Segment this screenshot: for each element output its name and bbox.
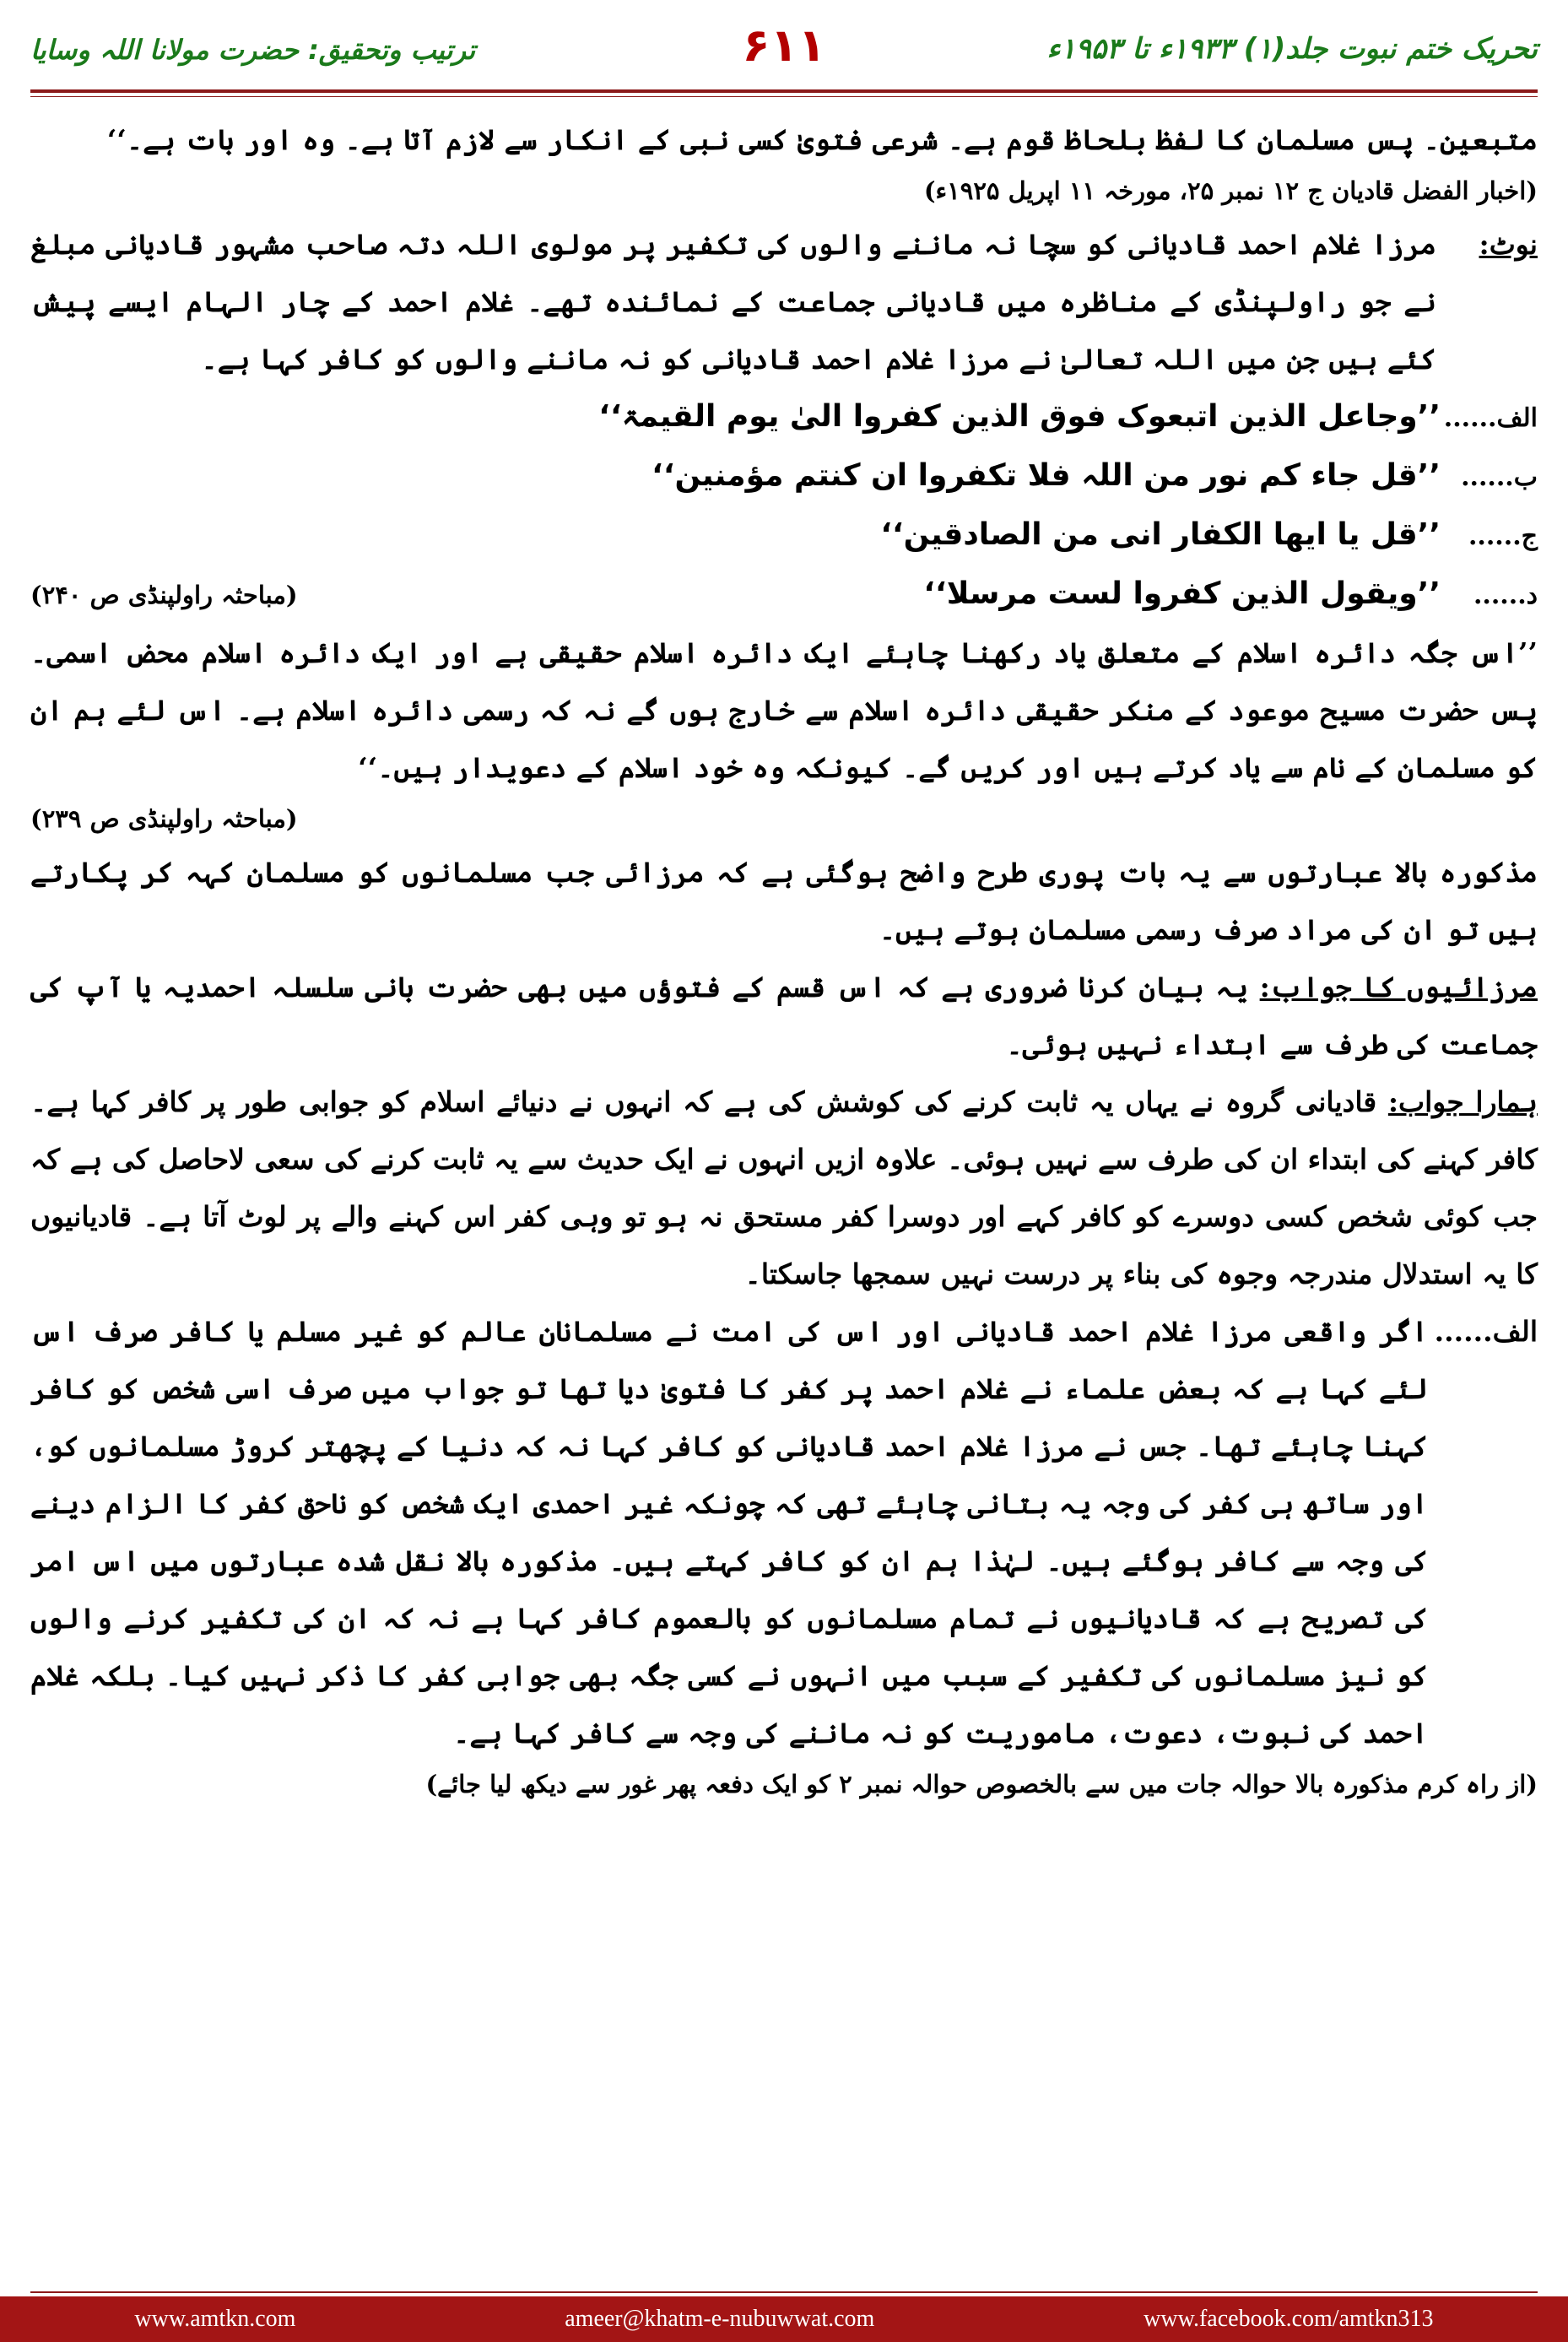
citation-alfazl: (اخبار الفضل قادیان ج ۱۲ نمبر ۲۵، مورخہ ۱۱ اپریل ۱۹۲۵ء) (923, 176, 1538, 205)
citation-munazara-239: (مباحثہ راولپنڈی ص ۲۳۹) (30, 804, 298, 833)
mirzai-reply-label: مرزائیوں کا جواب: (1259, 971, 1538, 1003)
verse-label: ج...... (1468, 522, 1538, 551)
point-alef (30, 1303, 1538, 1762)
verse-text: ’’وجاعل الذین اتبعوک فوق الذین کفروا الیٰ یوم القیمۃ‘‘ (598, 399, 1441, 434)
paragraph-quote-islam: ’’اس جگہ دائرہ اسلام کے متعلق یاد رکھنا چاہئے ایک دائرہ اسلام حقیقی ہے اور ایک دائرہ اسلام محض اسمی۔ پس حضرت مسیح موعود کے منکر حقیقی دائرہ اسلام سے خارج ہوں گے نہ کہ رسمی دائرہ اسلام ہے۔ اس لئے ہم ان کو مسلمان کے نام سے یاد کرتے ہیں اور کریں گے۔ کیونکہ وہ خود اسلام کے دعویدار ہیں۔‘‘ (30, 636, 1538, 784)
verse-be (30, 447, 1538, 506)
page-number: ۶۱۱ (742, 19, 826, 72)
note-body: مرزا غلام احمد قادیانی کو سچا نہ ماننے والوں کی تکفیر پر مولوی اللہ دتہ صاحب مشہور قادیانی مبلغ نے جو راولپنڈی کے مناظرہ میں قادیانی جماعت کے نمائندہ تھے۔ غلام احمد کے چار الہام ایسے پیش کئے ہیں جن میں اللہ تعالیٰ نے مرزا غلام احمد قادیانی کو نہ ماننے والوں کو کافر کہا ہے۔ (30, 228, 1436, 376)
compiler-credit: ترتیب وتحقیق: حضرت مولانا اللہ وسایا (30, 34, 476, 66)
header-divider (30, 89, 1538, 93)
paragraph-mirzai-reply (30, 959, 1538, 1074)
note-label: نوٹ: (1479, 228, 1538, 261)
note-block (30, 216, 1538, 388)
header-divider-thin (30, 96, 1538, 97)
verse-dal (30, 565, 1538, 625)
paragraph-conclusion: مذکورہ بالا عبارتوں سے یہ بات پوری طرح واضح ہوگئی ہے کہ مرزائی جب مسلمانوں کو مسلمان کہہ کر پکارتے ہیں تو ان کی مراد صرف رسمی مسلمان ہوتے ہیں۔ (30, 856, 1538, 946)
paragraph-our-reply (30, 1074, 1538, 1303)
verse-text: ’’قل یا ایھا الکفار انی من الصادقین‘‘ (880, 517, 1441, 552)
footer-divider (30, 2291, 1538, 2293)
verse-alef (30, 388, 1538, 447)
page-footer (0, 2296, 1568, 2342)
verse-label: الف...... (1443, 403, 1538, 433)
our-reply-body: قادیانی گروہ نے یہاں یہ ثابت کرنے کی کوشش کی ہے کہ انہوں نے دنیائے اسلام کو جوابی طور پر کافر کہا ہے۔ کافر کہنے کی ابتداء ان کی طرف سے نہیں ہوئی۔ علاوہ ازیں انہوں نے ایک حدیث سے یہ ثابت کرنے کی سعی لاحاصل کی ہے کہ جب کوئی شخص کسی دوسرے کو کافر کہے اور دوسرا کفر مستحق نہ ہو تو وہی کفر اس کہنے والے پر لوٹ آتا ہے۔ قادیانیوں کا یہ استدلال مندرجہ وجوہ کی بناء پر درست نہیں سمجھا جاسکتا۔ (30, 1085, 1538, 1290)
citation-munazara-240: (مباحثہ راولپنڈی ص ۲۴۰) (30, 581, 298, 609)
website-link[interactable]: www.amtkn.com (134, 2306, 296, 2332)
paragraph-intro: متبعین۔ پس مسلمان کا لفظ بلحاظ قوم ہے۔ شرعی فتویٰ کسی نبی کے انکار سے لازم آتا ہے۔ وہ اور بات ہے۔‘‘ (106, 123, 1538, 156)
verse-text: ’’ویقول الذین کفروا لست مرسلا‘‘ (923, 576, 1441, 611)
facebook-link[interactable]: www.facebook.com/amtkn313 (1144, 2306, 1434, 2332)
page-header (30, 15, 1538, 83)
closing-note: (از راہ کرم مذکورہ بالا حوالہ جات میں سے بالخصوص حوالہ نمبر ۲ کو ایک دفعہ پھر غور سے دیکھ لیا جائے) (425, 1770, 1538, 1798)
verse-jeem (30, 506, 1538, 565)
point-alef-body: اگر واقعی مرزا غلام احمد قادیانی اور اس کی امت نے مسلمانان عالم کو غیر مسلم یا کافر صرف اس لئے کہا ہے کہ بعض علماء نے غلام احمد پر کفر کا فتویٰ دیا تھا تو جواب میں صرف اسی شخص کو کافر کہنا چاہئے تھا۔ جس نے مرزا غلام احمد قادیانی کو کافر کہا نہ کہ دنیا کے پچھتر کروڑ مسلمانوں کو، اور ساتھ ہی کفر کی وجہ یہ بتانی چاہئے تھی کہ چونکہ غیر احمدی ایک شخص کو ناحق کفر کا الزام دینے کی وجہ سے کافر ہوگئے ہیں۔ لہٰذا ہم ان کو کافر کہتے ہیں۔ مذکورہ بالا نقل شدہ عبارتوں میں اس امر کی تصریح ہے کہ قادیانیوں نے تمام مسلمانوں کو بالعموم کافر کہا ہے نہ کہ ان کی تکفیر کرنے والوں کو نیز مسلمانوں کی تکفیر کے سبب میں انہوں نے کسی جگہ بھی جوابی کفر کا ذکر نہیں کیا۔ بلکہ غلام احمد کی نبوت، دعوت، ماموریت کو نہ ماننے کی وجہ سے کافر کہا ہے۔ (30, 1315, 1428, 1750)
our-reply-label: ہمارا جواب: (1387, 1085, 1538, 1118)
book-title: تحریک ختم نبوت جلد(۱) ۱۹۳۳ء تا ۱۹۵۳ء (1046, 32, 1538, 66)
verse-text: ’’قل جاء کم نور من اللہ فلا تکفروا ان کنتم مؤمنین‘‘ (652, 458, 1441, 493)
email-link[interactable]: ameer@khatm-e-nubuwwat.com (565, 2306, 875, 2332)
page-body (30, 111, 1538, 2241)
verse-label: ب...... (1461, 462, 1538, 492)
verse-label: د...... (1473, 581, 1538, 610)
mirzai-reply-body: یہ بیان کرنا ضروری ہے کہ اس قسم کے فتوؤں میں بھی حضرت بانی سلسلہ احمدیہ یا آپ کی جماعت کی طرف سے ابتداء نہیں ہوئی۔ (30, 971, 1538, 1061)
point-alef-label: الف...... (1434, 1315, 1538, 1348)
